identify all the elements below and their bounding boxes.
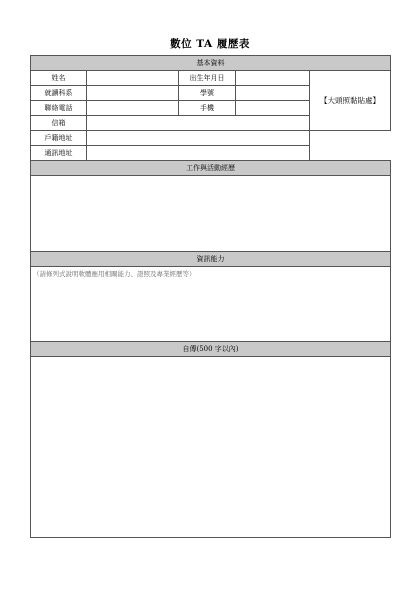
field-birth[interactable] (236, 71, 310, 86)
field-phone[interactable] (87, 101, 179, 116)
field-dept[interactable] (87, 86, 179, 101)
label-phone: 聯絡電話 (31, 101, 87, 116)
label-mail-address: 通訊地址 (31, 146, 87, 161)
label-mobile: 手機 (179, 101, 236, 116)
it-hint-text: （請條列式說明軟體應用相關能力、證照及專業經歷等） (33, 270, 196, 278)
resume-form (30, 55, 391, 538)
field-name[interactable] (87, 71, 179, 86)
it-skills-area[interactable] (31, 267, 391, 342)
section-work-header: 工作與活動經歷 (31, 161, 391, 176)
page-title: 數位 TA 履歷表 (170, 38, 250, 50)
section-bio-header: 自傳(500 字以內) (31, 342, 391, 357)
label-household-address: 戶籍地址 (31, 131, 87, 146)
section-basic-header: 基本資料 (31, 56, 391, 71)
field-student-id[interactable] (236, 86, 310, 101)
field-mobile[interactable] (236, 101, 310, 116)
section-it-header: 資訊能力 (31, 252, 391, 267)
label-dept: 就讀科系 (31, 86, 87, 101)
photo-placeholder[interactable]: 【大頭照黏貼處】 (310, 71, 391, 131)
autobiography-area[interactable] (31, 357, 391, 538)
label-name: 姓名 (31, 71, 87, 86)
field-household-address[interactable] (87, 131, 310, 146)
field-mail-address[interactable] (87, 146, 310, 161)
label-student-id: 學號 (179, 86, 236, 101)
label-birth: 出生年月日 (179, 71, 236, 86)
field-email[interactable] (87, 116, 310, 131)
work-experience-area[interactable] (31, 176, 391, 252)
label-email: 信箱 (31, 116, 87, 131)
